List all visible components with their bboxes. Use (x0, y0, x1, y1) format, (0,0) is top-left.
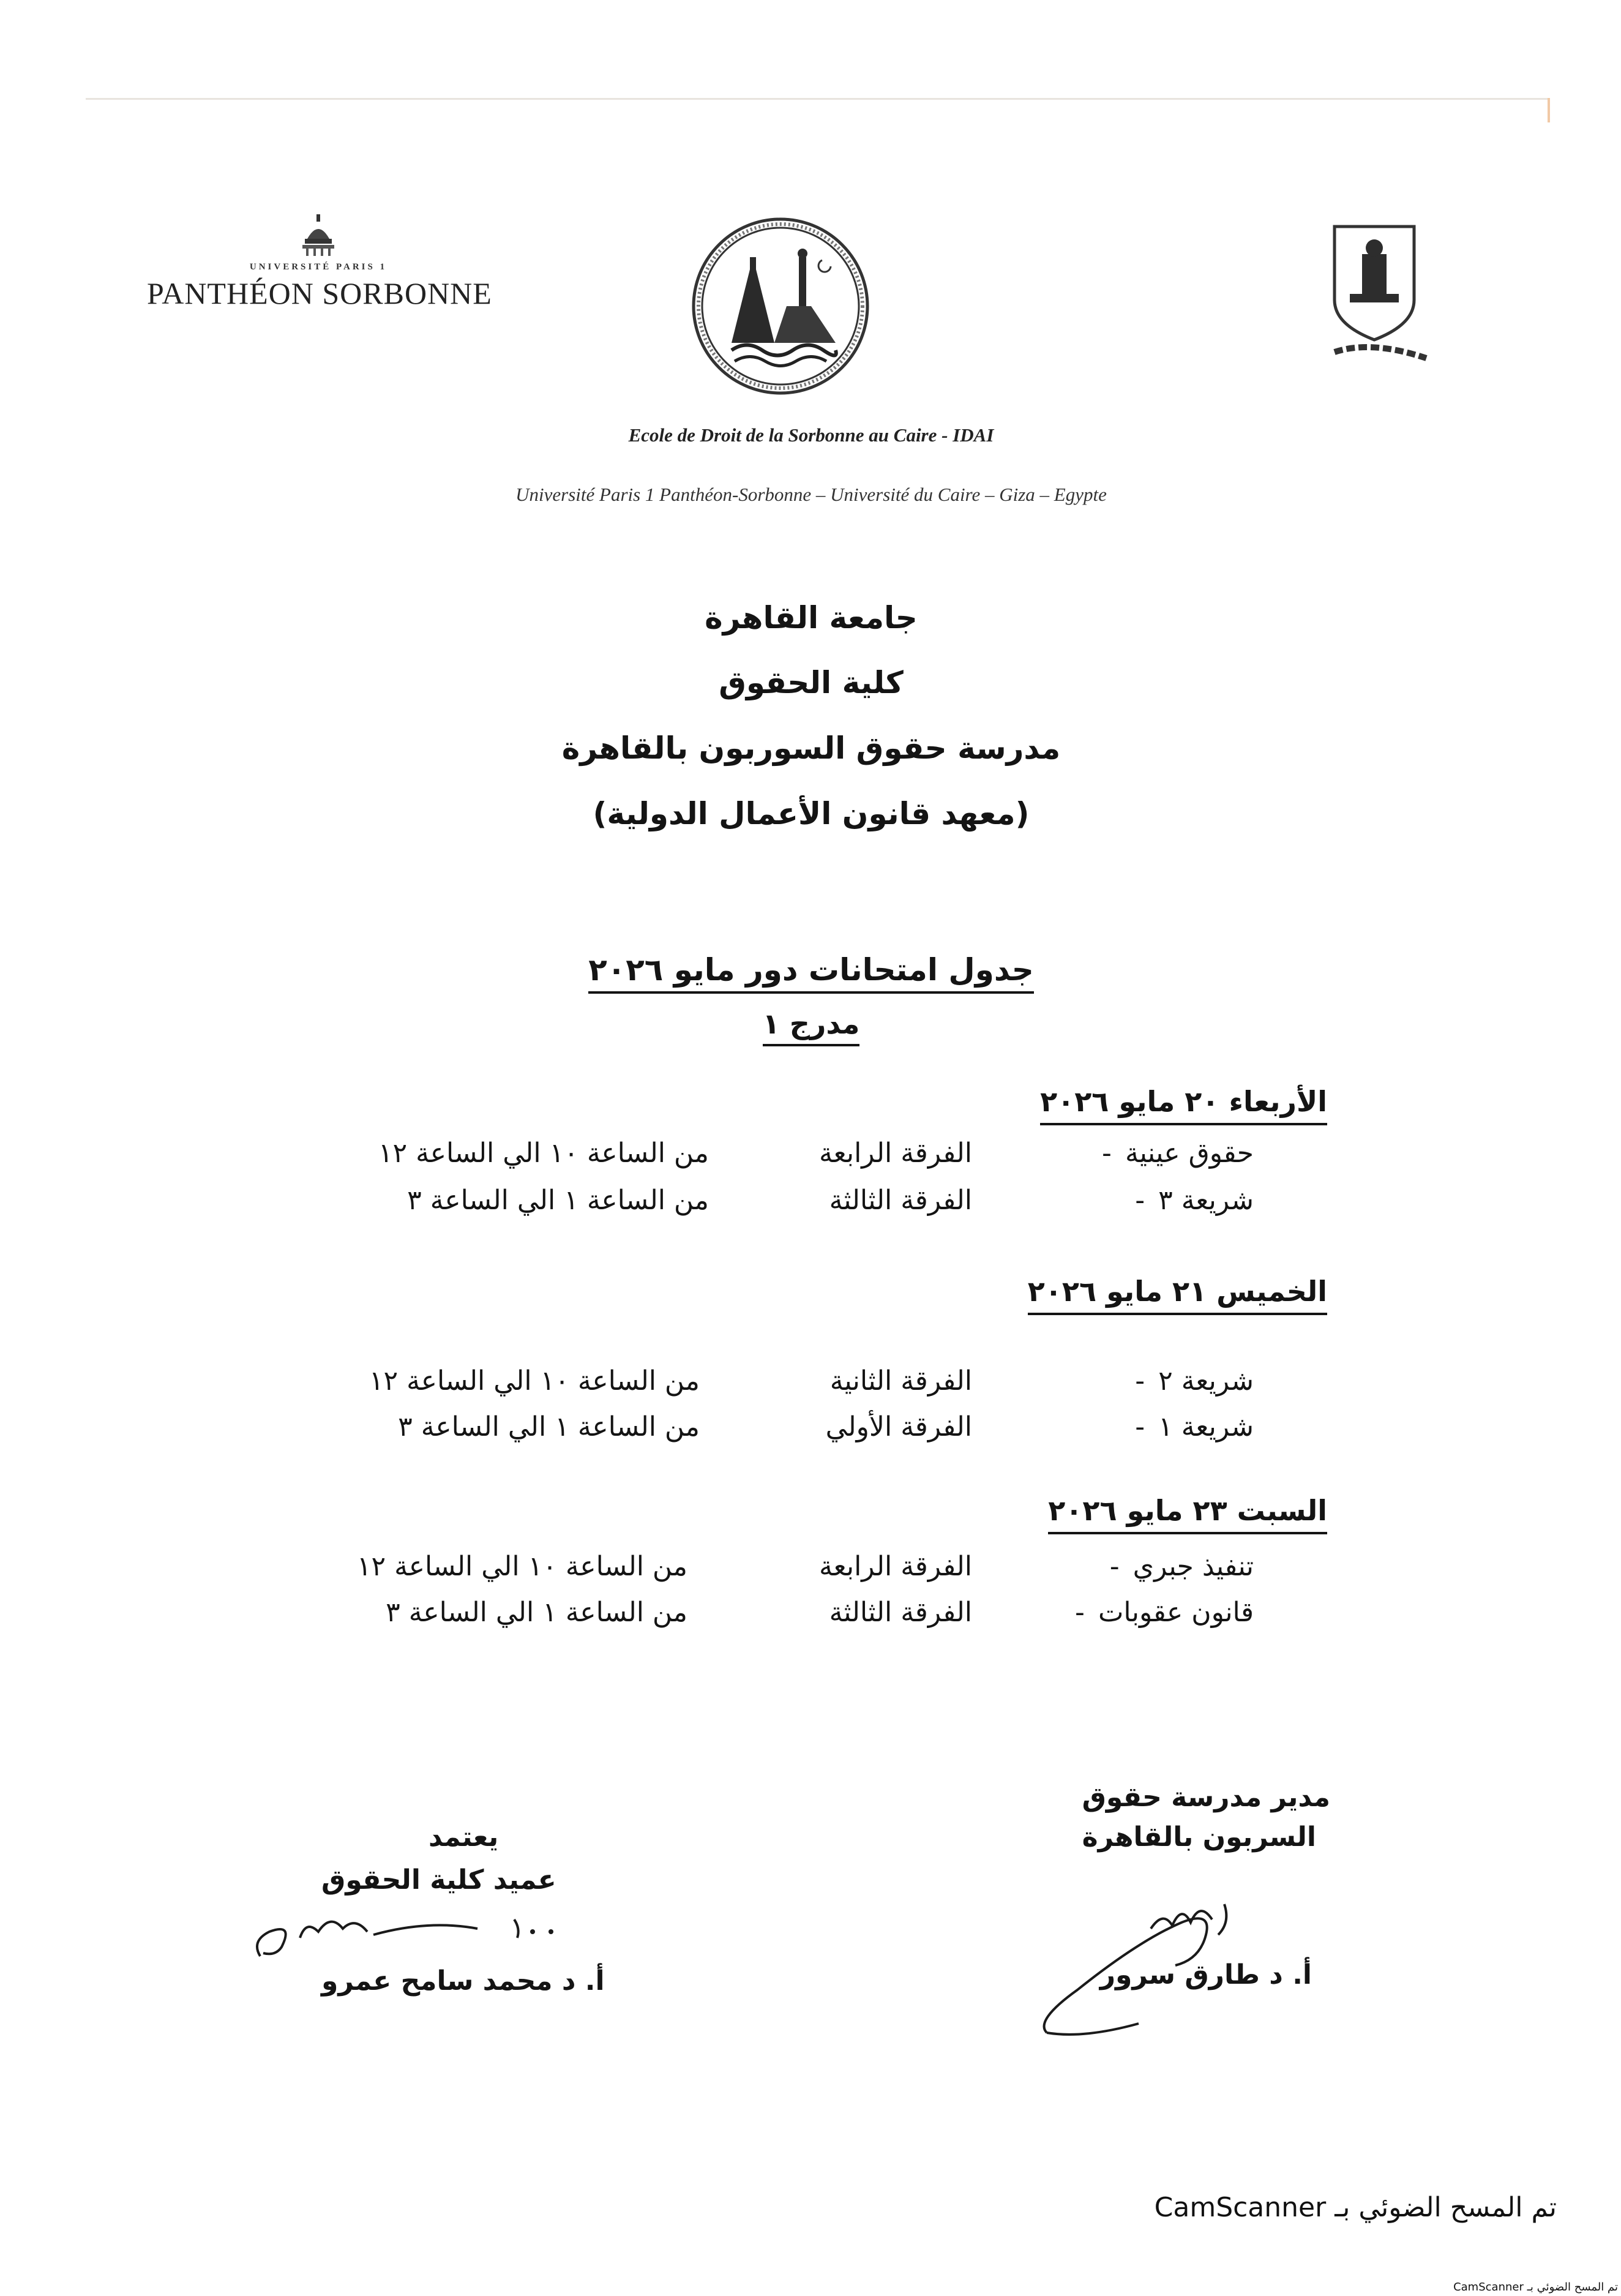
day-heading-text: الخميس ٢١ مايو ٢٠٢٦ (1028, 1275, 1327, 1315)
day-heading (1028, 1275, 1327, 1308)
approval-label: يعتمد (429, 1821, 499, 1853)
director-title-line2: السربون بالقاهرة (1082, 1821, 1316, 1853)
schedule-title-text: جدول امتحانات دور مايو ٢٠٢٦ (588, 952, 1034, 994)
exam-class: الفرقة الرابعة (819, 1551, 972, 1582)
hall-label-text: مدرج ١ (763, 1007, 860, 1046)
exam-subject (1088, 1138, 1254, 1169)
subject-text: شريعة ٣ (1158, 1185, 1254, 1216)
schedule-title (520, 952, 1102, 988)
bullet-dash: - (1075, 1597, 1085, 1628)
subject-text: شريعة ٢ (1158, 1365, 1254, 1397)
exam-class: الفرقة الثالثة (829, 1185, 972, 1216)
exam-class: الفرقة الثالثة (829, 1597, 972, 1628)
header-university: جامعة القاهرة (705, 600, 918, 636)
bullet-dash: - (1135, 1411, 1145, 1443)
exam-time: من الساعة ١ الي الساعة ٣ (398, 1411, 700, 1443)
exam-subject (1121, 1185, 1254, 1216)
scan-edge (86, 98, 1549, 100)
camscanner-watermark: تم المسح الضوئي بـ CamScanner (1154, 2192, 1557, 2223)
sorbonne-small-text: UNIVERSITÉ PARIS 1 (249, 262, 387, 272)
pantheon-dome-icon (300, 214, 337, 257)
exam-subject (1061, 1597, 1254, 1628)
header-institute: (معهد قانون الأعمال الدولية) (593, 796, 1030, 831)
header-faculty: كلية الحقوق (719, 665, 904, 700)
scan-edge-mark (1548, 98, 1550, 122)
header-school: مدرسة حقوق السوربون بالقاهرة (561, 730, 1061, 766)
bullet-dash: - (1109, 1551, 1120, 1582)
exam-time: من الساعة ١ الي الساعة ٣ (407, 1185, 709, 1216)
hall-label (520, 1007, 1102, 1040)
exam-subject (1121, 1411, 1254, 1443)
exam-subject (1121, 1365, 1254, 1397)
ecole-title: Ecole de Droit de la Sorbonne au Caire - IDAI (628, 424, 994, 446)
bullet-dash: - (1135, 1365, 1145, 1397)
director-name: أ. د طارق سرور (1099, 1959, 1312, 1990)
director-title-line1: مدير مدرسة حقوق (1082, 1782, 1330, 1813)
bullet-dash: - (1102, 1138, 1112, 1169)
dean-title: عميد كلية الحقوق (321, 1864, 556, 1896)
exam-time: من الساعة ١٠ الي الساعة ١٢ (356, 1551, 687, 1582)
bullet-dash: - (1135, 1185, 1145, 1216)
subject-text: حقوق عينية (1125, 1138, 1254, 1169)
exam-time: من الساعة ١ الي الساعة ٣ (386, 1597, 687, 1628)
universite-subtitle: Université Paris 1 Panthéon-Sorbonne – Université du Caire – Giza – Egypte (515, 484, 1107, 505)
subject-text: قانون عقوبات (1098, 1597, 1254, 1628)
day-heading-text: السبت ٢٣ مايو ٢٠٢٦ (1048, 1494, 1327, 1534)
sorbonne-big-text: PANTHÉON SORBONNE (147, 276, 492, 310)
cairo-university-logo-icon (1328, 220, 1439, 367)
exam-class: الفرقة الأولي (825, 1411, 972, 1443)
exam-class: الفرقة الرابعة (819, 1138, 972, 1169)
day-heading-text: الأربعاء ٢٠ مايو ٢٠٢٦ (1040, 1085, 1327, 1125)
exam-time: من الساعة ١٠ الي الساعة ١٢ (378, 1138, 709, 1169)
day-heading (1040, 1085, 1327, 1118)
subject-text: شريعة ١ (1158, 1411, 1254, 1443)
sorbonne-cairo-seal-icon (689, 214, 872, 398)
pantheon-sorbonne-logo (147, 214, 490, 325)
dean-signature-icon (245, 1895, 588, 1968)
exam-class: الفرقة الثانية (829, 1365, 972, 1397)
camscanner-watermark-small: تم المسح الضوئي بـ CamScanner (1453, 2281, 1618, 2294)
dean-name: أ. د محمد سامح عمرو (321, 1965, 605, 1997)
subject-text: تنفيذ جبري (1132, 1551, 1254, 1582)
exam-subject (1096, 1551, 1254, 1582)
day-heading (1048, 1494, 1327, 1527)
exam-time: من الساعة ١٠ الي الساعة ١٢ (369, 1365, 700, 1397)
